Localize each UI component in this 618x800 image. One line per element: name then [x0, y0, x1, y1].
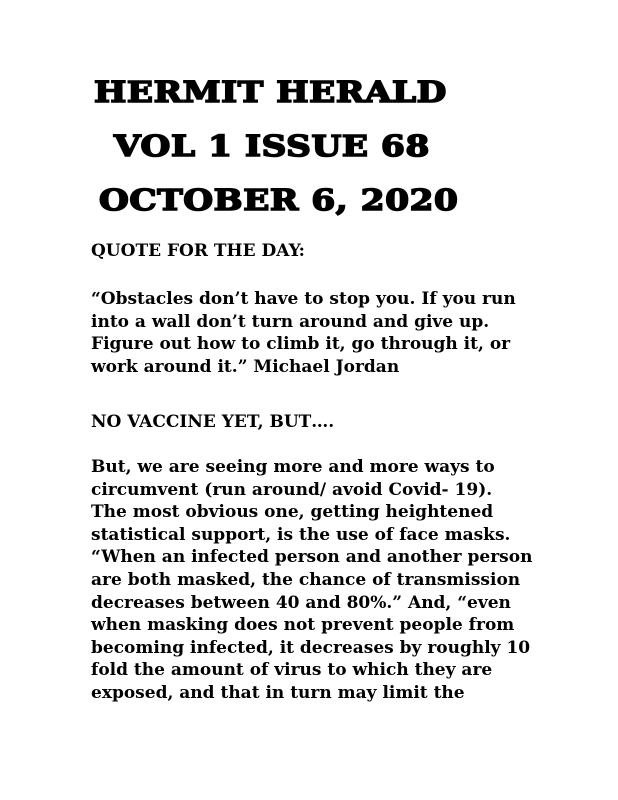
newsletter-title: HERMIT HERALD — [94, 75, 447, 109]
vaccine-line: circumvent (run around/ avoid Covid- 19). — [91, 479, 493, 500]
vaccine-paragraph — [91, 456, 531, 705]
vaccine-line: “When an infected person and another person — [91, 547, 533, 568]
vaccine-line: fold the amount of virus to which they are — [91, 660, 493, 681]
quote-line: Figure out how to climb it, go through it, or — [91, 334, 511, 355]
issue-date: OCTOBER 6, 2020 — [99, 183, 459, 217]
vaccine-heading: NO VACCINE YET, BUT…. — [91, 412, 335, 432]
quote-line: “Obstacles don’t have to stop you. If you run — [91, 289, 516, 309]
quote-line: work around it.” Michael Jordan — [91, 356, 400, 377]
quote-heading: QUOTE FOR THE DAY: — [91, 241, 305, 261]
vaccine-line: are both masked, the chance of transmission — [91, 569, 521, 590]
quote-paragraph — [91, 288, 531, 378]
vaccine-line: becoming infected, it decreases by roughly 10 — [91, 637, 531, 658]
quote-line: into a wall don’t turn around and give up. — [91, 311, 490, 332]
vaccine-line: But, we are seeing more and more ways to — [91, 457, 495, 477]
vaccine-line: statistical support, is the use of face masks. — [91, 524, 511, 545]
vaccine-line: decreases between 40 and 80%.” And, “even — [91, 592, 511, 613]
volume-issue-line: VOL 1 ISSUE 68 — [114, 129, 430, 163]
vaccine-line: when masking does not prevent people from — [91, 615, 515, 636]
vaccine-line: The most obvious one, getting heightened — [91, 502, 494, 523]
vaccine-line: exposed, and that in turn may limit the — [91, 682, 465, 703]
